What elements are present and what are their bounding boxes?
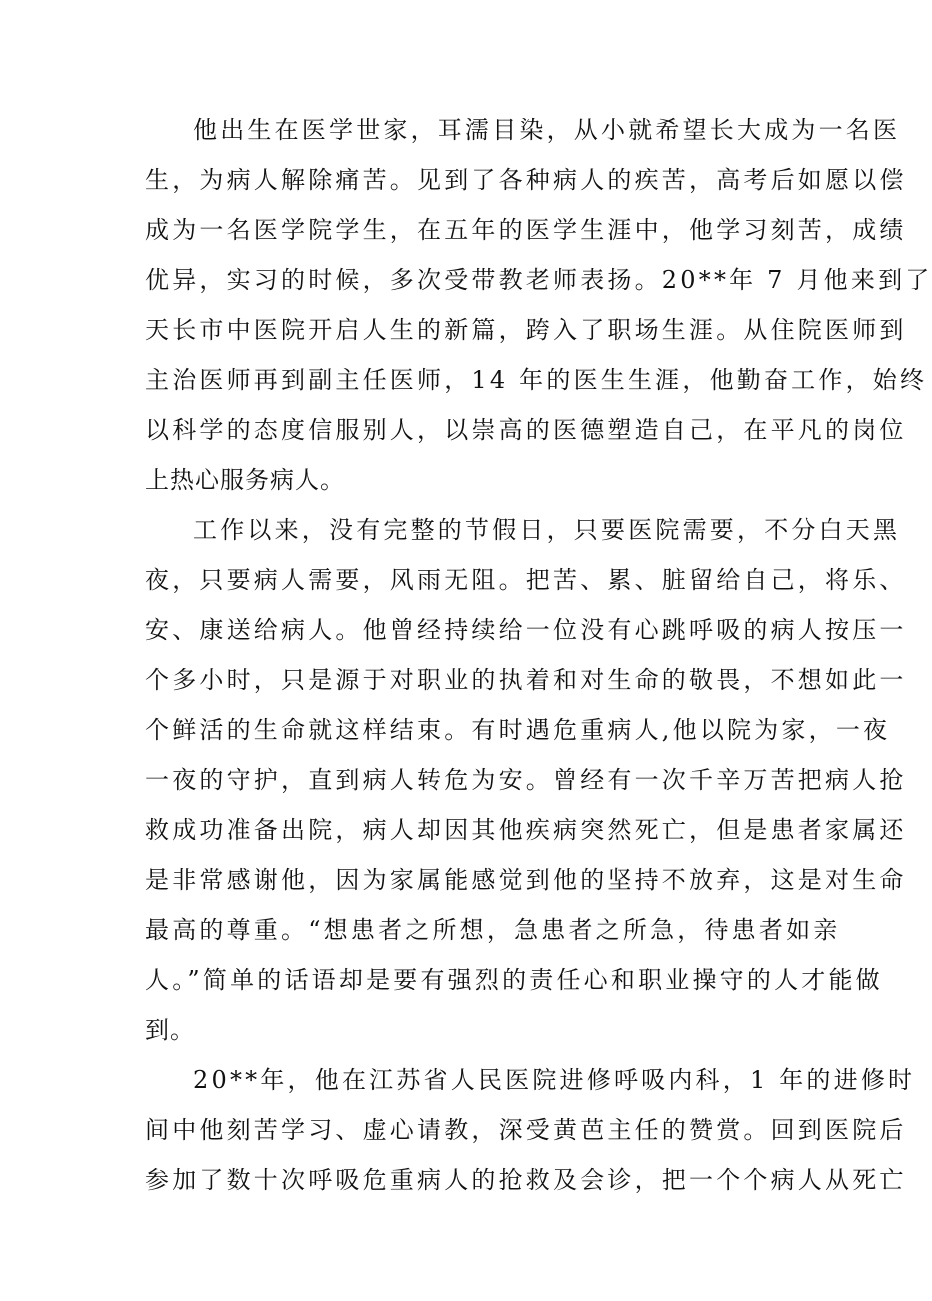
paragraph-line: 安、康送给病人。他曾经持续给一位没有心跳呼吸的病人按压一: [145, 616, 907, 644]
paragraph-line: 主治医师再到副主任医师，14 年的医生生涯，他勤奋工作，始终: [145, 366, 928, 394]
paragraph-line: 天长市中医院开启人生的新篇，跨入了职场生涯。从住院医师到: [145, 316, 907, 344]
paragraph-line: 上热心服务病人。: [145, 466, 345, 494]
paragraph-line: 个多小时，只是源于对职业的执着和对生命的敬畏，不想如此一: [145, 666, 907, 694]
paragraph-line: 救成功准备出院，病人却因其他疾病突然死亡，但是患者家属还: [145, 816, 907, 844]
paragraph-line: 成为一名医学院学生，在五年的医学生涯中，他学习刻苦，成绩: [145, 216, 907, 244]
paragraph-line: 夜，只要病人需要，风雨无阻。把苦、累、脏留给自己，将乐、: [145, 566, 907, 594]
paragraph-line: 间中他刻苦学习、虚心请教，深受黄芭主任的赞赏。回到医院后: [145, 1116, 907, 1144]
paragraph-line: 工作以来，没有完整的节假日，只要医院需要，不分白天黑: [193, 516, 901, 544]
paragraph-line: 到。: [145, 1016, 195, 1044]
paragraph-line: 以科学的态度信服别人，以崇高的医德塑造自己，在平凡的岗位: [145, 416, 907, 444]
paragraph-line: 最高的尊重。“想患者之所想，急患者之所急，待患者如亲: [145, 916, 841, 944]
paragraph-line: 个鲜活的生命就这样结束。有时遇危重病人,他以院为家，一夜: [145, 716, 891, 744]
paragraph-line: 一夜的守护，直到病人转危为安。曾经有一次千辛万苦把病人抢: [145, 766, 907, 794]
paragraph-line: 优异，实习的时候，多次受带教老师表扬。20**年 7 月他来到了: [145, 266, 932, 294]
paragraph-line: 20**年，他在江苏省人民医院进修呼吸内科，1 年的进修时: [193, 1066, 916, 1094]
paragraph-line: 参加了数十次呼吸危重病人的抢救及会诊，把一个个病人从死亡: [145, 1166, 907, 1194]
paragraph-line: 是非常感谢他，因为家属能感觉到他的坚持不放弃，这是对生命: [145, 866, 907, 894]
paragraph-line: 生，为病人解除痛苦。见到了各种病人的疾苦，高考后如愿以偿: [145, 166, 907, 194]
paragraph-line: 他出生在医学世家，耳濡目染，从小就希望长大成为一名医: [193, 116, 901, 144]
paragraph-line: 人。”简单的话语却是要有强烈的责任心和职业操守的人才能做: [145, 966, 883, 994]
